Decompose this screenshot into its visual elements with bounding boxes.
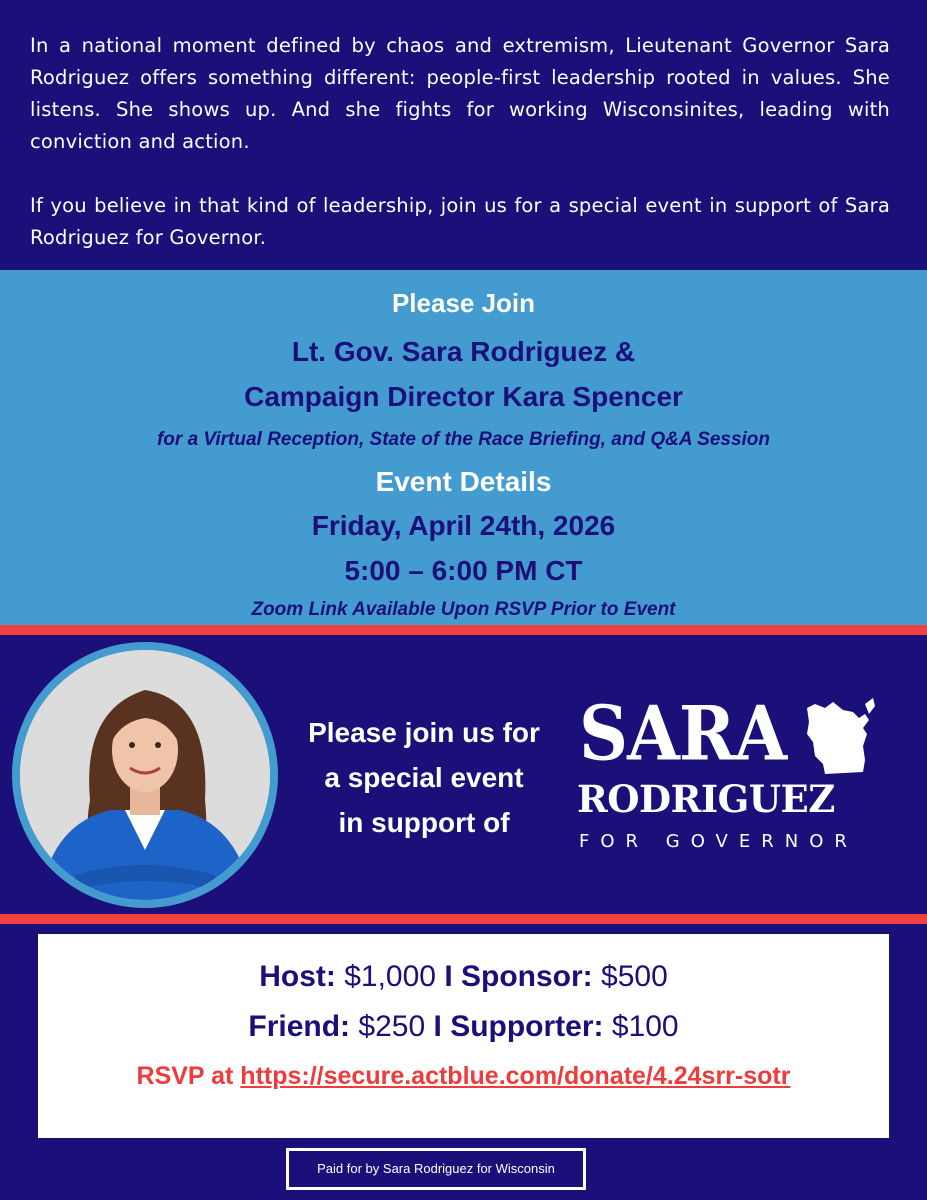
supporter-tier-amount: $100 [611,1010,679,1043]
tier-separator: I [444,960,453,993]
logo-last-name: RODRIGUEZ [577,777,835,821]
host-tier-amount: $1,000 [344,960,436,993]
logo-first-name: SARA [579,690,787,778]
support-line: a special event [324,762,524,793]
event-subtitle: for a Virtual Reception, State of the Race Briefing, and Q&A Session [156,429,771,450]
contribution-box [38,934,889,1138]
host-line-1: Lt. Gov. Sara Rodriguez & [291,336,636,367]
friend-tier-label: Friend: [248,1010,351,1043]
rsvp-link[interactable]: https://secure.actblue.com/donate/4.24srr-sotr [240,1062,791,1090]
candidate-photo [20,650,270,900]
support-message [286,710,562,845]
zoom-note: Zoom Link Available Upon RSVP Prior to Event [251,599,676,620]
paid-for-disclaimer: Paid for by Sara Rodriguez for Wisconsin [286,1148,586,1190]
rsvp-line [38,1062,889,1091]
supporter-tier-label: Supporter: [450,1010,604,1043]
host-tier-label: Host: [259,960,336,993]
rsvp-label: RSVP at [136,1062,234,1090]
intro-paragraph: If you believe in that kind of leadership, join us for a special event in support of Sara Rodriguez for Governor. [30,194,890,249]
intro-paragraph: In a national moment defined by chaos and extremism, Lieutenant Governor Sara Rodriguez offers something different: people-first leadership rooted in values. She listens. She shows up. And she fights for working Wisconsinites, leading with conviction and action. [30,34,890,153]
intro-text [30,30,890,254]
support-line: in support of [338,807,510,838]
host-line-2: Campaign Director Kara Spencer [244,381,683,412]
portrait-illustration [20,650,270,900]
logo-tagline: FOR GOVERNOR [579,831,858,852]
tier-separator: I [433,1010,442,1043]
divider-bar [0,625,927,635]
event-details-heading: Event Details [375,466,552,497]
sponsor-tier-amount: $500 [601,960,668,993]
divider-bar [0,914,927,924]
tier-line [38,960,889,994]
friend-tier-amount: $250 [358,1010,426,1043]
invitation-panel [0,270,927,625]
campaign-logo [575,690,885,860]
event-date: Friday, April 24th, 2026 [311,510,616,541]
please-join-heading: Please Join [391,288,536,318]
tier-line [38,1010,889,1044]
event-time: 5:00 – 6:00 PM CT [344,555,583,586]
support-line: Please join us for [308,717,540,748]
sponsor-tier-label: Sponsor: [461,960,593,993]
wisconsin-state-icon [803,694,877,776]
